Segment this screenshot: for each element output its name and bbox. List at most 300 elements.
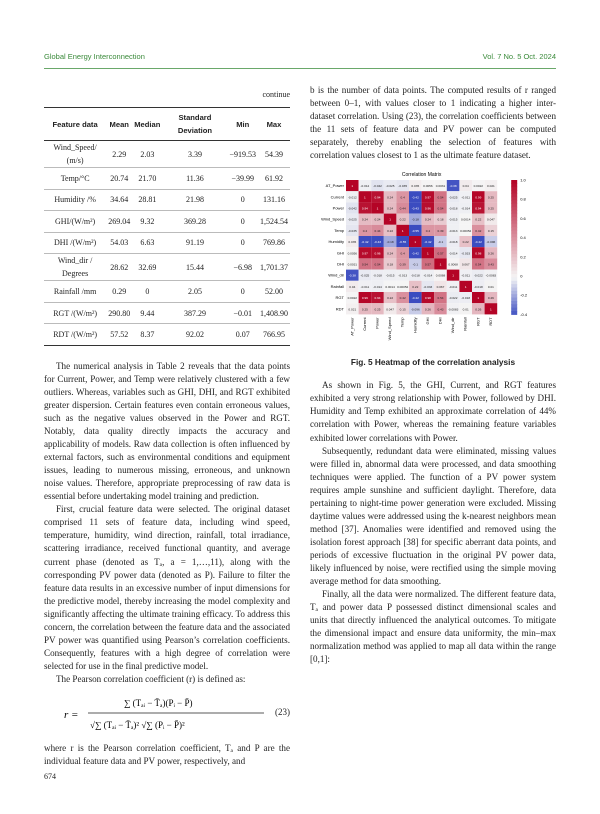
heatmap-cell-value: -0.012 xyxy=(347,195,357,200)
heatmap-cell-value: 0.54 xyxy=(437,296,444,301)
heatmap-cell-value: 1 xyxy=(477,296,480,301)
table-cell: 1,408.90 xyxy=(258,302,290,324)
heatmap-cell-value: 0.98 xyxy=(475,251,482,256)
colorbar-segment xyxy=(511,241,517,245)
table-continue-label: continue xyxy=(262,90,290,99)
heatmap-cell-value: 1 xyxy=(376,206,379,211)
column-header: Median xyxy=(132,108,162,141)
heatmap-cell-value: 1 xyxy=(401,229,404,234)
heatmap-cell-value: 0.39 xyxy=(399,262,406,267)
heatmap-cell-value: -0.025 xyxy=(448,195,458,200)
heatmap-cell-value: 0.97 xyxy=(424,195,431,200)
heatmap-cell-value: 0.01 xyxy=(487,285,494,290)
colorbar-segment xyxy=(511,311,517,315)
table-cell: 57.52 xyxy=(106,324,132,346)
colorbar-segment xyxy=(511,284,517,288)
colorbar-segment xyxy=(511,184,517,188)
table-cell: 32.69 xyxy=(132,254,162,281)
table-header-row xyxy=(44,108,290,141)
colorbar-segment xyxy=(511,214,517,218)
table-cell: 54.03 xyxy=(106,232,132,254)
heatmap-cell-value: 0.43 xyxy=(437,307,444,312)
heatmap-cell-value: 0.04 xyxy=(349,285,356,290)
table-row xyxy=(44,168,290,190)
heatmap-cell-value: -0.022 xyxy=(448,296,458,301)
correlation-heatmap xyxy=(310,168,556,354)
table-cell: 0 xyxy=(227,189,258,211)
table-cell: 269.04 xyxy=(106,211,132,233)
table-body xyxy=(44,141,290,346)
table-row xyxy=(44,254,290,281)
column-header: Feature data xyxy=(44,108,106,141)
table-cell: 9.44 xyxy=(132,302,162,324)
table-cell: 54.39 xyxy=(258,141,290,168)
colorbar-tick: 0.8 xyxy=(520,196,526,202)
colorbar-tick: 0.4 xyxy=(520,235,526,241)
colorbar-segment xyxy=(511,197,517,201)
heatmap-col-label: Wind_Speed xyxy=(387,317,393,341)
heatmap-row-label: Humidity xyxy=(328,239,344,245)
heatmap-cell-value: -0.042 xyxy=(347,206,357,211)
heatmap-row-label: Wind_dir xyxy=(328,272,344,278)
column-header: Mean xyxy=(106,108,132,141)
heatmap-row-label: Current xyxy=(330,194,344,200)
heatmap-cell-value: 0.22 xyxy=(387,296,394,301)
colorbar-segment xyxy=(511,274,517,278)
heatmap-cell-value: -0.015 xyxy=(448,217,458,222)
colorbar-segment xyxy=(511,237,517,241)
paragraph: Subsequently, redundant data were eliminated, missing values were filled in, abnormal data were processed, and data smoothing techniques were applied. The function of a PV power system requires ample sunshine and sufficient daylight. Therefore, data pertaining to night-time power generation were excluded. Missing daytime values were addressed using the k-nearest neighbors mean method [37]. Anomalies were identified and removed using the isolation forest approach [38] for specific aberrant data points, and periods of excessive fluctuation in the original PV power data, likely influenced by noise, were rectified using the simple moving average method for data smoothing. xyxy=(310,445,556,587)
heatmap-cell-value: 0.24 xyxy=(387,251,394,256)
paragraph: The Pearson correlation coefficient (r) is defined as: xyxy=(56,673,246,684)
heatmap-cell-value: 0.99 xyxy=(361,296,368,301)
heatmap-col-label: Wind_dir xyxy=(450,317,456,334)
paragraph: where r is the Pearson correlation coefficient, Tₐ and P are the individual feature data and PV power, respectively, and xyxy=(44,743,290,767)
heatmap-cell-value: 0.25 xyxy=(361,307,368,312)
heatmap-cell-value: 0.24 xyxy=(361,217,368,222)
colorbar-segment xyxy=(511,200,517,204)
heatmap-cell-value: -0.018 xyxy=(448,240,458,245)
table-cell: 1,524.54 xyxy=(258,211,290,233)
heatmap-cell-value: 0.57 xyxy=(437,251,444,256)
heatmap-cell-value: 0.54 xyxy=(437,195,444,200)
heatmap-cell-value: 0.25 xyxy=(374,307,381,312)
heatmap-cell-value: 0.44 xyxy=(399,206,406,211)
colorbar-segment xyxy=(511,194,517,198)
equation-number: (23) xyxy=(275,707,290,717)
table-cell: 28.62 xyxy=(106,254,132,281)
heatmap-cell-value: 0.15 xyxy=(487,229,494,234)
table-row xyxy=(44,211,290,233)
feature-name-cell: Rainfall /mm xyxy=(44,281,106,303)
heatmap-col-label: RDT xyxy=(487,317,493,326)
heatmap-cell-value: 0.22 xyxy=(475,217,482,222)
table-row xyxy=(44,281,290,303)
heatmap-cell-value: 0.04 xyxy=(462,184,469,189)
heatmap-cell-value: -0.035 xyxy=(347,229,357,234)
table-row xyxy=(44,324,290,346)
heatmap-cell-value: 0.42 xyxy=(399,296,406,301)
heatmap-cell-value: -0.38 xyxy=(348,273,356,278)
heatmap-cell-value: 0.26 xyxy=(487,251,494,256)
table-cell: 8.37 xyxy=(132,324,162,346)
right-column xyxy=(310,84,556,666)
table-cell: 290.80 xyxy=(106,302,132,324)
heatmap-cell-value: 0.22 xyxy=(387,229,394,234)
heatmap-cell-value: -0.025 xyxy=(385,184,395,189)
table-cell: 766.95 xyxy=(258,324,290,346)
colorbar-segment xyxy=(511,268,517,272)
heatmap-cell-value: -0.096 xyxy=(486,240,496,245)
heatmap-cell-value: -0.42 xyxy=(411,195,419,200)
colorbar-segment xyxy=(511,281,517,285)
heatmap-cell-value: 0.99 xyxy=(475,195,482,200)
heatmap-cell-value: -0.014 xyxy=(423,273,433,278)
heatmap-cell-value: -0.035 xyxy=(398,184,408,189)
feature-name-cell: GHI/(W/m²) xyxy=(44,211,106,233)
heatmap-cell-value: -0.013 xyxy=(398,273,408,278)
heatmap-col-label: AT_Power xyxy=(349,317,355,337)
table-cell: 21.98 xyxy=(162,189,227,211)
heatmap-cell-value: -0.1 xyxy=(412,262,418,267)
table-cell: 769.86 xyxy=(258,232,290,254)
heatmap-cell-value: -0.43 xyxy=(411,206,419,211)
heatmap-row-label: DHI xyxy=(337,261,344,267)
colorbar-segment xyxy=(511,187,517,191)
table-cell: −6.98 xyxy=(227,254,258,281)
table-cell: 52.00 xyxy=(258,281,290,303)
heatmap-cell-value: 0.94 xyxy=(475,206,482,211)
heatmap-cell-value: -0.42 xyxy=(411,296,419,301)
colorbar-segment xyxy=(511,295,517,299)
heatmap-cell-value: -0.18 xyxy=(411,217,419,222)
table-cell: −0.01 xyxy=(227,302,258,324)
heatmap-cell-value: -0.033 xyxy=(423,285,433,290)
colorbar-segment xyxy=(511,271,517,275)
colorbar-segment xyxy=(511,301,517,305)
table-cell: 6.63 xyxy=(132,232,162,254)
table-cell: 369.28 xyxy=(162,211,227,233)
column-header: Standard Deviation xyxy=(162,108,227,141)
heatmap-col-label: GHI xyxy=(424,317,430,325)
table-cell: 0 xyxy=(132,281,162,303)
heatmap-cell-value: 0.94 xyxy=(374,296,381,301)
heatmap-cell-value: 0.0014 xyxy=(385,285,395,290)
heatmap-row-label: Power xyxy=(332,205,344,211)
heatmap-cell-value: -0.033 xyxy=(461,251,471,256)
heatmap-cell-value: -0.013 xyxy=(448,229,458,234)
heatmap-cell-value: -0.011 xyxy=(448,285,458,290)
heatmap-cell-value: 1 xyxy=(364,195,366,200)
heatmap-cell-value: 0.54 xyxy=(437,206,444,211)
statistics-table xyxy=(44,107,290,346)
column-header: Min xyxy=(227,108,258,141)
heatmap-cell-value: -0.011 xyxy=(461,273,470,278)
feature-name-cell: Wind_Speed/ (m/s) xyxy=(44,141,106,168)
colorbar-segment xyxy=(511,244,517,248)
colorbar-segment xyxy=(511,291,517,295)
colorbar-segment xyxy=(511,247,517,251)
heatmap-col-label: RGT xyxy=(475,317,481,327)
heatmap-cell-value: 0.22 xyxy=(462,240,469,245)
heatmap-row-label: AT_Power xyxy=(325,183,344,189)
heatmap-cell-value: -0.018 xyxy=(448,206,458,211)
heatmap-col-label: Current xyxy=(361,317,367,332)
heatmap-cell-value: 0.24 xyxy=(424,217,431,222)
paragraph: The numerical analysis in Table 2 reveals that the data points for Current, Power, and Temp were relatively clustered with a few outliers. Whereas, variables such as GHI, DHI, and RGT exhibited greater dispersion. Certain features even contain erroneous values, such as the negative values observed in the Power and RGT. Notably, data quality directly impacts the accuracy and applicability of models. Raw data collection is often influenced by external factors, such as environmental conditions and equipment issues, leading to numerous missing, erroneous, and unknown noise values. Therefore, appropriate preprocessing of raw data is essential before undertaking model training and prediction. xyxy=(44,360,290,502)
heatmap-cell-value: -0.025 xyxy=(347,217,357,222)
header-rule xyxy=(44,68,556,69)
heatmap-row-label: RGT xyxy=(335,295,344,301)
heatmap-cell-value: 0.0014 xyxy=(460,217,471,222)
heatmap-cell-value: 0.0031 xyxy=(347,262,358,267)
table-cell: 11.36 xyxy=(162,168,227,190)
heatmap-row-label: Wind_Speed xyxy=(321,216,344,222)
table-row xyxy=(44,302,290,324)
heatmap-cell-value: -0.012 xyxy=(360,184,370,189)
heatmap-cell-value: 0.24 xyxy=(387,195,394,200)
heatmap-cell-value: -0.42 xyxy=(411,251,419,256)
feature-name-cell: Temp/°C xyxy=(44,168,106,190)
table-cell: 3.39 xyxy=(162,141,227,168)
heatmap-cell-value: 0.067 xyxy=(436,285,445,290)
heatmap-cell-value: 0.26 xyxy=(424,307,431,312)
eq-denominator: √∑ (Tₐᵢ − T̄ₐ)² √∑ (Pᵢ − P̄)² xyxy=(90,720,185,730)
heatmap-cell-value: -0.014 xyxy=(461,206,471,211)
heatmap-cell-value: 0.54 xyxy=(475,262,482,267)
heatmap-cell-value: 0.22 xyxy=(399,217,406,222)
heatmap-cell-value: 0.18 xyxy=(387,262,394,267)
table-cell: 131.16 xyxy=(258,189,290,211)
heatmap-cell-value: 1 xyxy=(464,285,467,290)
issue-info: Vol. 7 No. 5 Oct. 2024 xyxy=(482,52,556,61)
heatmap-cell-value: -0.018 xyxy=(373,273,382,278)
table-cell: 28.81 xyxy=(132,189,162,211)
feature-name-cell: RDT /(W/m²) xyxy=(44,324,106,346)
equation-graphic xyxy=(64,688,264,740)
heatmap-cell-value: 0.047 xyxy=(386,307,394,312)
colorbar-segment xyxy=(511,264,517,268)
heatmap-cell-value: 0.39 xyxy=(437,229,444,234)
heatmap-cell-value: 0.4 xyxy=(400,251,405,256)
heatmap-cell-value: -0.025 xyxy=(360,273,370,278)
running-header xyxy=(0,52,600,68)
heatmap-cell-value: 0.4 xyxy=(425,229,431,234)
colorbar-segment xyxy=(511,180,517,184)
heatmap-cell-value: 0.00052 xyxy=(460,229,472,234)
table-cell: 0 xyxy=(227,281,258,303)
heatmap-cell-value: 0.42 xyxy=(475,229,482,234)
table-cell: 34.64 xyxy=(106,189,132,211)
heatmap-cell-value: -0.38 xyxy=(449,184,457,189)
heatmap-cell-value: 0.98 xyxy=(424,296,431,301)
heatmap-row-label: Temp xyxy=(334,228,344,234)
heatmap-cell-value: 0.00052 xyxy=(397,285,409,290)
colorbar-tick: 0.2 xyxy=(520,254,526,260)
heatmap-cell-value: 1 xyxy=(351,184,354,189)
heatmap-cell-value: -0.55 xyxy=(411,229,419,234)
heatmap-cell-value: 0.54 xyxy=(374,262,381,267)
heatmap-cell-value: -0.42 xyxy=(361,240,369,245)
heatmap-cell-value: -0.011 xyxy=(360,285,370,290)
paragraph: b is the number of data points. The computed results of r ranged between 0–1, with values closer to 1 indicating a higher inter-dataset correlation. Using (23), the correlation coefficients between the 11 sets of feature data and PV power can be computed separately, thereby enabling the selection of features with correlation values closest to 1 as the ultimate feature dataset. xyxy=(310,85,556,161)
heatmap-cell-value: -0.096 xyxy=(410,307,420,312)
heatmap-cell-value: 0.0031 xyxy=(435,184,446,189)
colorbar-segment xyxy=(511,224,517,228)
table-cell: 9.32 xyxy=(132,211,162,233)
colorbar-tick: 0.6 xyxy=(520,216,526,222)
heatmap-cell-value: -0.018 xyxy=(473,285,483,290)
heatmap-cell-value: -0.43 xyxy=(373,240,382,245)
heatmap-cell-value: 0.021 xyxy=(487,184,495,189)
feature-name-cell: DHI /(W/m²) xyxy=(44,232,106,254)
colorbar-segment xyxy=(511,251,517,255)
colorbar-segment xyxy=(511,207,517,211)
heatmap-cell-value: -0.014 xyxy=(448,251,458,256)
heatmap-cell-value: 0.96 xyxy=(424,206,431,211)
paragraph: As shown in Fig. 5, the GHI, Current, and RGT features exhibited a very strong relationship with Power, followed by DHI. Humidity and Temp exhibited an approximate correlation of 44% correlation with Power, whereas the remaining feature variables exhibited lower correlations with Power. xyxy=(310,380,556,443)
heatmap-row-label: Rainfall xyxy=(330,284,344,290)
paragraph: First, crucial feature data were selected. The original dataset comprised 11 sets of feature data, including wind speed, temperature, humidity, wind direction, rainfall, total irradiance, scattering irradiance, received functional quantity, and average current phase (denoted as Tₐ, a = 1,…,11), along with the corresponding PV power data (denoted as P). Failure to filter the feature data results in an excessive number of input dimensions for the predictive model, thereby increasing the model complexity and significantly affecting the ultimate training efficacy. To address this concern, the correlation between the feature data and the associated PV power was quantified using Pearson’s correlation coefficients. Consequently, features with a high degree of correlation were selected for use in the final predictive model. xyxy=(44,504,290,671)
heatmap-cell-value: 0.0068 xyxy=(448,262,458,267)
heatmap-cell-value: 0.43 xyxy=(487,262,494,267)
heatmap-row-label: GHI xyxy=(336,250,344,256)
heatmap-cell-value: 0.94 xyxy=(361,206,368,211)
colorbar-segment xyxy=(511,217,517,221)
table-cell: 387.29 xyxy=(162,302,227,324)
figure-caption: Fig. 5 Heatmap of the correlation analysis xyxy=(350,357,516,368)
heatmap-cell-value: -0.011 xyxy=(461,195,470,200)
table-cell: 91.19 xyxy=(162,232,227,254)
heatmap-cell-value: 0.24 xyxy=(387,206,394,211)
heatmap-cell-value: 0.15 xyxy=(399,307,406,312)
colorbar-tick: -0.4 xyxy=(520,312,528,318)
colorbar-segment xyxy=(511,221,517,225)
heatmap-col-label: Power xyxy=(374,317,380,330)
heatmap-cell-value: 0.18 xyxy=(437,217,444,222)
heatmap-cell-value: -0.42 xyxy=(474,240,482,245)
heatmap-cell-value: 0.067 xyxy=(461,262,470,267)
colorbar-segment xyxy=(511,254,517,258)
colorbar-segment xyxy=(511,231,517,235)
colorbar-segment xyxy=(511,288,517,292)
table-cell: 0.29 xyxy=(106,281,132,303)
heatmap-cell-value: -0.42 xyxy=(424,240,432,245)
heatmap-cell-value: 0.25 xyxy=(487,206,494,211)
heatmap-cell-value: 0.0056 xyxy=(423,184,433,189)
journal-name: Global Energy Interconnection xyxy=(44,52,145,61)
heatmap-cell-value: 0.01 xyxy=(462,307,469,312)
heatmap-cell-value: 0.22 xyxy=(412,285,419,290)
table-cell: 0 xyxy=(227,211,258,233)
table-cell: 1,701.37 xyxy=(258,254,290,281)
table-cell: 0.07 xyxy=(227,324,258,346)
heatmap-col-label: Temp xyxy=(399,317,405,328)
feature-name-cell: Wind_dir / Degrees xyxy=(44,254,106,281)
table-row xyxy=(44,232,290,254)
heatmap-cell-value: 0.26 xyxy=(475,307,482,312)
eq-numerator: ∑ (Tₐᵢ − T̄ₐ)(Pᵢ − P̄) xyxy=(124,698,193,708)
colorbar-segment xyxy=(511,261,517,265)
heatmap-cell-value: 1 xyxy=(452,273,454,278)
heatmap-cell-value: 0.0056 xyxy=(347,251,358,256)
pearson-equation xyxy=(44,688,290,740)
heatmap-col-label: Humidity xyxy=(412,317,418,334)
left-column xyxy=(44,84,290,768)
heatmap-cell-value: 0.047 xyxy=(487,217,495,222)
heatmap-cell-value: 0.54 xyxy=(361,262,368,267)
heatmap-cell-value: 0.24 xyxy=(374,217,381,222)
heatmap-col-label: DHI xyxy=(437,317,443,325)
paragraph: Finally, all the data were normalized. The different feature data, Tₐ and power data P possessed distinct dimensional scales and units that directly influenced the analytical outcomes. To mitigate the dimensional impact and ensure data uniformity, the min–max normalization method was applied to map all data within the range [0,1]: xyxy=(310,589,556,665)
heatmap-cell-value: 0.0022 xyxy=(347,296,358,301)
heatmap-cell-value: -0.0083 xyxy=(485,273,497,278)
heatmap-cell-value: -0.014 xyxy=(373,285,382,290)
column-header: Max xyxy=(258,108,290,141)
heatmap-cell-value: 0.021 xyxy=(348,307,357,312)
colorbar-segment xyxy=(511,308,517,312)
heatmap-cell-value: 1 xyxy=(414,240,417,245)
heatmap-cell-value: -0.18 xyxy=(386,240,394,245)
colorbar-segment xyxy=(511,305,517,309)
colorbar-segment xyxy=(511,190,517,194)
heatmap-cell-value: 0.4 xyxy=(362,229,368,234)
heatmap-cell-value: 0.035 xyxy=(411,184,420,189)
heatmap-cell-value: 1 xyxy=(427,251,429,256)
heatmap-figure xyxy=(310,168,556,354)
heatmap-cell-value: 0.26 xyxy=(487,296,494,301)
heatmap-cell-value: 1 xyxy=(490,307,492,312)
heatmap-cell-value: -0.015 xyxy=(385,273,395,278)
colorbar-segment xyxy=(511,298,517,302)
colorbar-segment xyxy=(511,227,517,231)
colorbar-tick: 1.0 xyxy=(520,177,526,183)
heatmap-cell-value: 1 xyxy=(439,262,442,267)
heatmap-cell-value: -0.018 xyxy=(410,273,420,278)
heatmap-cell-value: -0.0083 xyxy=(447,307,459,312)
table-cell: 20.74 xyxy=(106,168,132,190)
eq-lhs: r = xyxy=(64,709,79,721)
heatmap-cell-value: 0.96 xyxy=(374,251,381,256)
table-cell: 61.92 xyxy=(258,168,290,190)
heatmap-title: Correlation Matrix xyxy=(401,172,442,179)
colorbar-segment xyxy=(511,278,517,282)
table-cell: −919.53 xyxy=(227,141,258,168)
heatmap-cell-value: -0.018 xyxy=(461,296,471,301)
feature-name-cell: RGT /(W/m²) xyxy=(44,302,106,324)
heatmap-cell-value: 0.94 xyxy=(374,195,381,200)
heatmap-cell-value: 1 xyxy=(389,217,391,222)
table-cell: 2.05 xyxy=(162,281,227,303)
feature-name-cell: Humidity /% xyxy=(44,189,106,211)
table-cell: 2.29 xyxy=(106,141,132,168)
heatmap-cell-value: 0.57 xyxy=(424,262,431,267)
table-cell: 15.44 xyxy=(162,254,227,281)
table-cell: −39.99 xyxy=(227,168,258,190)
heatmap-cell-value: 0.0022 xyxy=(473,184,484,189)
table-row xyxy=(44,189,290,211)
colorbar-segment xyxy=(511,204,517,208)
heatmap-row-label: RDT xyxy=(335,306,344,312)
heatmap-cell-value: 0.25 xyxy=(487,195,494,200)
table-cell: 2.03 xyxy=(132,141,162,168)
heatmap-cell-value: 0.4 xyxy=(400,195,405,200)
colorbar-segment xyxy=(511,211,517,215)
table-cell: 92.02 xyxy=(162,324,227,346)
colorbar-tick: 0 xyxy=(520,273,523,279)
heatmap-cell-value: -0.55 xyxy=(399,240,407,245)
heatmap-col-label: Rainfall xyxy=(462,317,468,332)
